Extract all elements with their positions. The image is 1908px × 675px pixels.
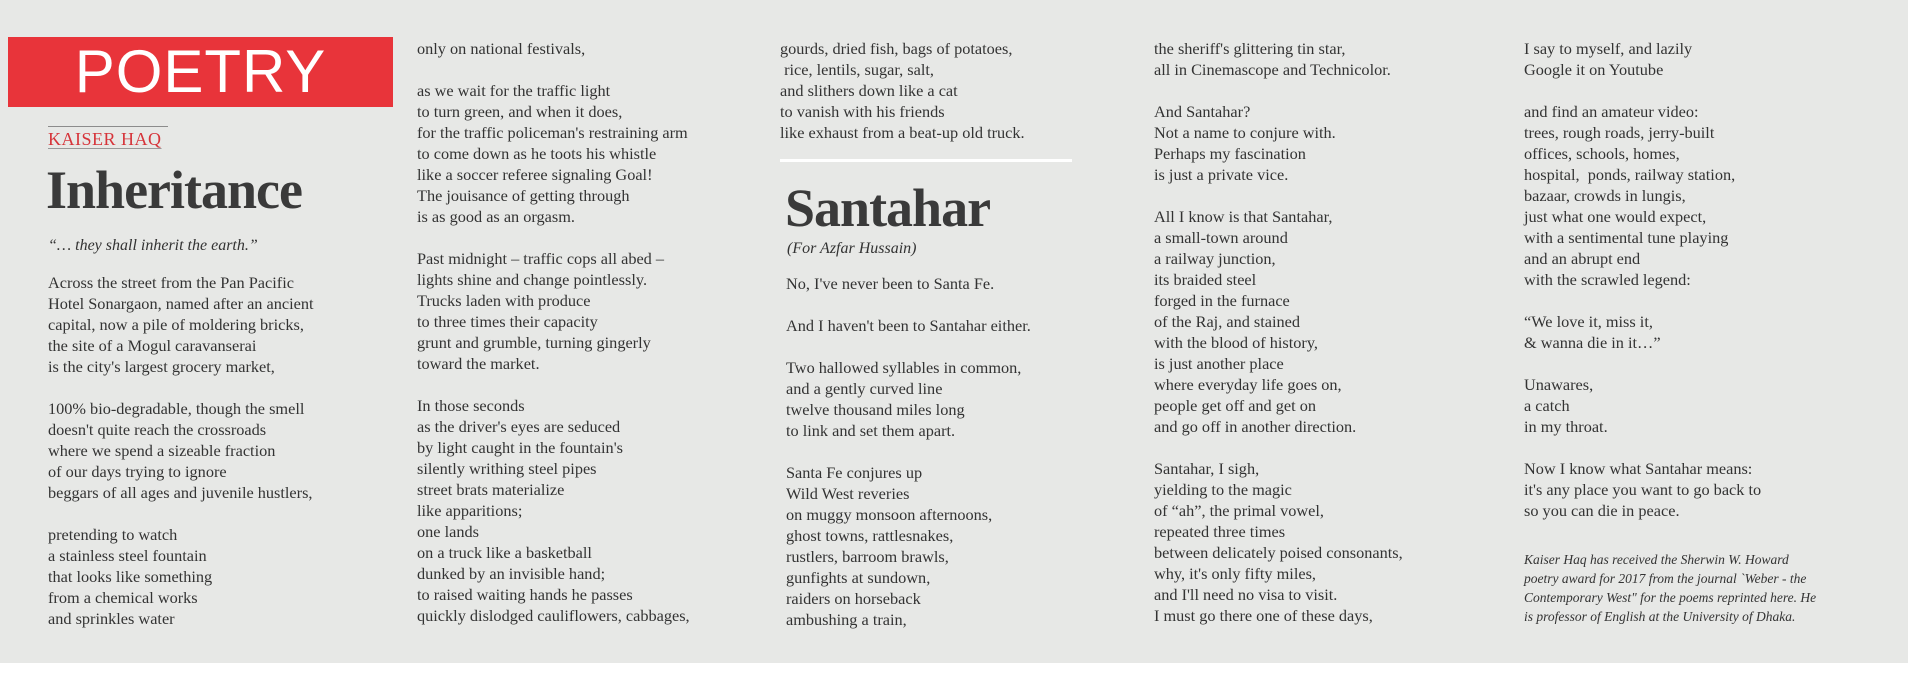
poem-line: The jouisance of getting through <box>417 186 630 205</box>
poem-line: and an abrupt end <box>1524 249 1641 268</box>
poem-line: rustlers, barroom brawls, <box>786 547 949 566</box>
poem-line: 100% bio-degradable, though the smell <box>48 399 305 418</box>
poem-line: and slithers down like a cat <box>780 81 958 100</box>
bio-line: poetry award for 2017 from the journal `Weber - the <box>1524 571 1807 586</box>
poem-line: hospital, ponds, railway station, <box>1524 165 1736 184</box>
poem-line: is just a private vice. <box>1154 165 1289 184</box>
section-label: POETRY <box>74 38 327 105</box>
poem-title-santahar: Santahar <box>785 178 991 238</box>
poem-line: pretending to watch <box>48 525 178 544</box>
poem-line: of “ah”, the primal vowel, <box>1154 501 1324 520</box>
poem-line: and a gently curved line <box>786 379 943 398</box>
poem-line <box>1524 80 1761 101</box>
poem-line: and I'll need no visa to visit. <box>1154 585 1338 604</box>
poem-line: toward the market. <box>417 354 540 373</box>
poem-line: why, it's only fifty miles, <box>1154 564 1316 583</box>
poem-line: repeated three times <box>1154 522 1286 541</box>
poem-line: All I know is that Santahar, <box>1154 207 1333 226</box>
poem-line: for the traffic policeman's restraining arm <box>417 123 688 142</box>
poem-line: I must go there one of these days, <box>1154 606 1373 625</box>
poem-line: Past midnight – traffic cops all abed – <box>417 249 665 268</box>
poem-line: to vanish with his friends <box>780 102 945 121</box>
poem-line: No, I've never been to Santa Fe. <box>786 274 995 293</box>
poem-line: trees, rough roads, jerry-built <box>1524 123 1715 142</box>
poem-epigraph: “… they shall inherit the earth.” <box>48 237 258 254</box>
poem-line: in my throat. <box>1524 417 1608 436</box>
poem-line: Trucks laden with produce <box>417 291 591 310</box>
poem-line: forged in the furnace <box>1154 291 1290 310</box>
bio-line: Contemporary West" for the poems reprinted here. He <box>1524 590 1817 605</box>
poem-line: the site of a Mogul caravanserai <box>48 336 257 355</box>
poem-line: beggars of all ages and juvenile hustlers, <box>48 483 313 502</box>
poem-line: people get off and get on <box>1154 396 1317 415</box>
poem-line: all in Cinemascope and Technicolor. <box>1154 60 1391 79</box>
poem-line: a small-town around <box>1154 228 1288 247</box>
poem-line: Perhaps my fascination <box>1154 144 1306 163</box>
inheritance-column-2 <box>417 38 690 626</box>
poem-line: offices, schools, homes, <box>1524 144 1680 163</box>
poem-line: rice, lentils, sugar, salt, <box>780 60 934 79</box>
poem-line: gunfights at sundown, <box>786 568 931 587</box>
bio-line: is professor of English at the University of Dhaka. <box>1524 609 1796 624</box>
poem-line: to turn green, and when it does, <box>417 102 623 121</box>
poem-line: I say to myself, and lazily <box>1524 39 1693 58</box>
poem-line: Now I know what Santahar means: <box>1524 459 1753 478</box>
poem-line: a stainless steel fountain <box>48 546 207 565</box>
poem-line: twelve thousand miles long <box>786 400 965 419</box>
author-name: KAISER HAQ <box>48 129 162 149</box>
poem-line: is just another place <box>1154 354 1284 373</box>
poem-line: as we wait for the traffic light <box>417 81 611 100</box>
poem-line: like exhaust from a beat-up old truck. <box>780 123 1025 142</box>
poem-line: bazaar, crowds in lungis, <box>1524 186 1686 205</box>
poem-line: and find an amateur video: <box>1524 102 1699 121</box>
poem-line: Not a name to conjure with. <box>1154 123 1336 142</box>
author-divider <box>48 126 168 127</box>
poem-line: capital, now a pile of moldering bricks, <box>48 315 304 334</box>
poem-line: of our days trying to ignore <box>48 462 227 481</box>
poem-line: on a truck like a basketball <box>417 543 592 562</box>
inheritance-column-3 <box>780 38 1025 143</box>
poem-line: grunt and grumble, turning gingerly <box>417 333 651 352</box>
poem-line: gourds, dried fish, bags of potatoes, <box>780 39 1013 58</box>
santahar-column-3 <box>1524 38 1761 521</box>
poem-line: to three times their capacity <box>417 312 598 331</box>
poem-line: is as good as an orgasm. <box>417 207 575 226</box>
poem-line: Two hallowed syllables in common, <box>786 358 1022 377</box>
poem-line: Wild West reveries <box>786 484 910 503</box>
poem-line: ghost towns, rattlesnakes, <box>786 526 954 545</box>
poem-line: between delicately poised consonants, <box>1154 543 1403 562</box>
poem-line: yielding to the magic <box>1154 480 1292 499</box>
poem-separator <box>780 159 1072 162</box>
poem-line <box>1154 437 1403 458</box>
poem-line: Santa Fe conjures up <box>786 463 923 482</box>
poem-line: to come down as he toots his whistle <box>417 144 657 163</box>
poem-line: with a sentimental tune playing <box>1524 228 1729 247</box>
poem-line <box>786 336 1031 357</box>
author-bio <box>1524 550 1884 626</box>
poem-line: with the blood of history, <box>1154 333 1319 352</box>
poem-line: “We love it, miss it, <box>1524 312 1653 331</box>
poem-line <box>786 441 1031 462</box>
poem-line: Google it on Youtube <box>1524 60 1664 79</box>
poem-line <box>786 294 1031 315</box>
poem-title-inheritance: Inheritance <box>46 160 302 220</box>
poem-line: by light caught in the fountain's <box>417 438 623 457</box>
bio-line: Kaiser Haq has received the Sherwin W. Howard <box>1524 552 1789 567</box>
poem-line: Unawares, <box>1524 375 1594 394</box>
poem-line: silently writhing steel pipes <box>417 459 597 478</box>
poem-line <box>48 503 314 524</box>
poem-line: doesn't quite reach the crossroads <box>48 420 267 439</box>
poem-line: where everyday life goes on, <box>1154 375 1342 394</box>
poem-line: just what one would expect, <box>1524 207 1707 226</box>
poem-line: a catch <box>1524 396 1570 415</box>
poem-line: In those seconds <box>417 396 525 415</box>
poem-line: the sheriff's glittering tin star, <box>1154 39 1346 58</box>
poem-line: its braided steel <box>1154 270 1257 289</box>
poem-line <box>1524 353 1761 374</box>
poem-line <box>1154 185 1403 206</box>
poem-line: lights shine and change pointlessly. <box>417 270 648 289</box>
poem-line <box>1524 437 1761 458</box>
poem-line: dunked by an invisible hand; <box>417 564 606 583</box>
santahar-column-2 <box>1154 38 1403 626</box>
poem-line: only on national festivals, <box>417 39 586 58</box>
poem-line: that looks like something <box>48 567 213 586</box>
poem-line: with the scrawled legend: <box>1524 270 1691 289</box>
poem-line <box>417 59 690 80</box>
inheritance-column-1 <box>48 272 314 629</box>
poem-line: street brats materialize <box>417 480 565 499</box>
poem-line: from a chemical works <box>48 588 198 607</box>
poem-line <box>1524 290 1761 311</box>
poem-line <box>1154 80 1403 101</box>
poem-line: Across the street from the Pan Pacific <box>48 273 294 292</box>
poem-line: it's any place you want to go back to <box>1524 480 1762 499</box>
poem-line: like a soccer referee signaling Goal! <box>417 165 653 184</box>
poem-line: a railway junction, <box>1154 249 1276 268</box>
poem-line: one lands <box>417 522 479 541</box>
poem-line: And I haven't been to Santahar either. <box>786 316 1031 335</box>
poem-line: and go off in another direction. <box>1154 417 1357 436</box>
poem-line: so you can die in peace. <box>1524 501 1680 520</box>
poem-line: quickly dislodged cauliflowers, cabbages, <box>417 606 690 625</box>
poem-line: Hotel Sonargaon, named after an ancient <box>48 294 314 313</box>
poem-line: where we spend a sizeable fraction <box>48 441 276 460</box>
santahar-column-1 <box>786 273 1031 630</box>
poem-line: to link and set them apart. <box>786 421 956 440</box>
poem-line: ambushing a train, <box>786 610 907 629</box>
poem-line: to raised waiting hands he passes <box>417 585 633 604</box>
poem-line: on muggy monsoon afternoons, <box>786 505 993 524</box>
poem-line: as the driver's eyes are seduced <box>417 417 621 436</box>
poem-line: & wanna die in it…” <box>1524 333 1661 352</box>
poem-dedication: (For Azfar Hussain) <box>787 240 917 257</box>
poem-line: Santahar, I sigh, <box>1154 459 1260 478</box>
poem-line: like apparitions; <box>417 501 523 520</box>
poem-line <box>48 377 314 398</box>
poem-line: is the city's largest grocery market, <box>48 357 275 376</box>
poem-line: And Santahar? <box>1154 102 1251 121</box>
poem-line: raiders on horseback <box>786 589 921 608</box>
poem-line: of the Raj, and stained <box>1154 312 1301 331</box>
poem-line <box>417 227 690 248</box>
bottom-divider <box>0 663 1908 675</box>
section-banner <box>8 37 393 107</box>
poem-line <box>417 374 690 395</box>
poem-line: and sprinkles water <box>48 609 175 628</box>
